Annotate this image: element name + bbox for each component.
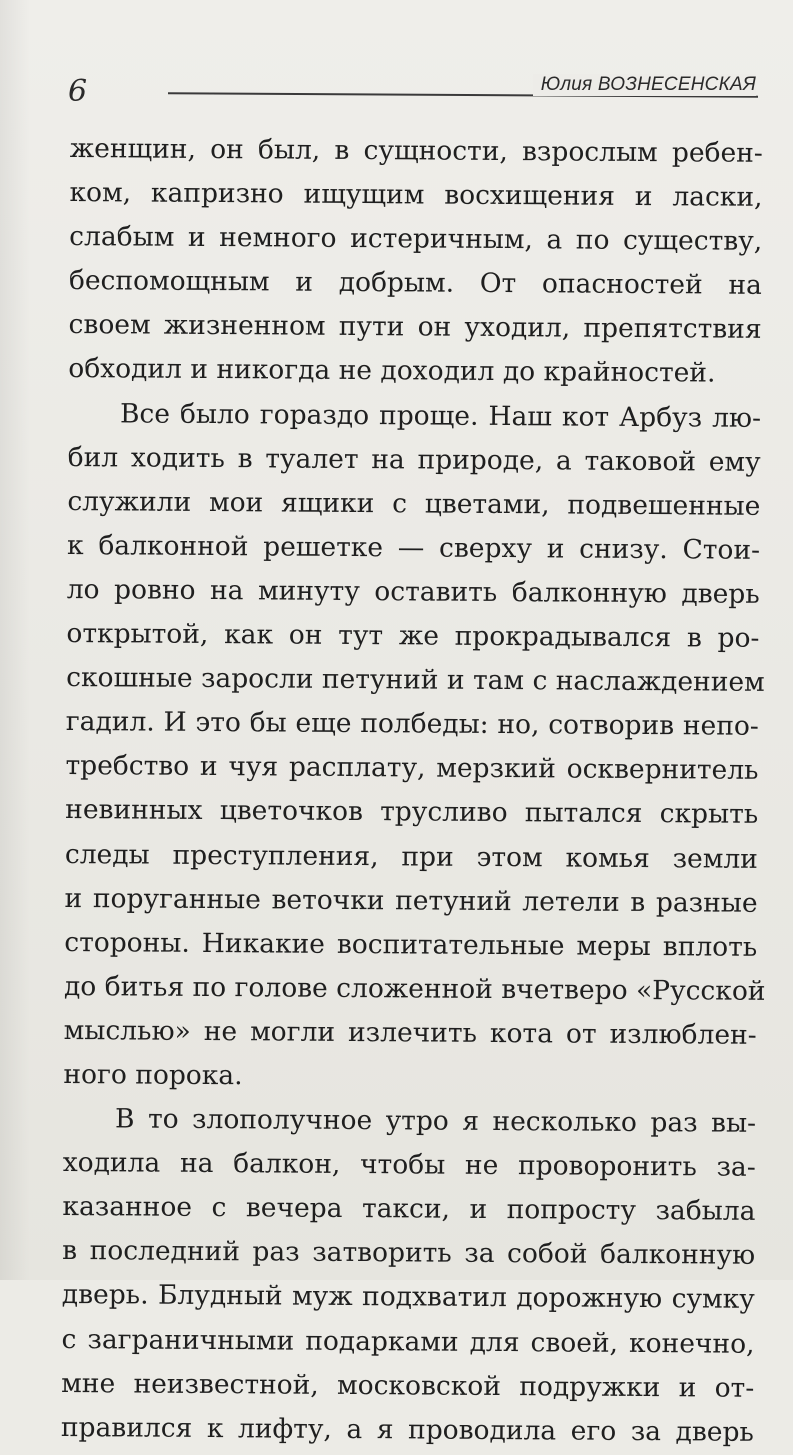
text-line: ходила на балкон, чтобы не проворонить за-	[62, 1147, 756, 1183]
text-line: в последний раз затворить за собой балконную	[62, 1235, 756, 1272]
text-line: служили мои ящики с цветами, подвешенные	[67, 485, 761, 522]
text-line: Все было гораздо проще. Наш кот Арбуз лю-	[119, 397, 762, 434]
page-header	[68, 66, 758, 116]
text-line: стороны. Никакие воспитательные меры вплоть	[64, 926, 758, 963]
running-head-author: Юлия ВОЗНЕСЕНСКАЯ	[533, 74, 756, 96]
text-line: ком, капризно ищущим восхищения и ласки,	[69, 177, 763, 213]
text-line: открытой, как он тут же прокрадывался в ро-	[66, 618, 760, 654]
text-line: требство и чуя расплату, мерзкий осквернитель	[65, 750, 759, 787]
text-line: гадил. И это бы еще полбеды: но, сотворив непо-	[65, 706, 759, 743]
text-line: и поруганные веточки петуний летели в разные	[64, 882, 758, 919]
text-line: правился к лифту, а я проводила его за дверь	[60, 1411, 755, 1448]
text-line: к балконной решетке — сверху и снизу. Стои-	[66, 529, 761, 566]
text-line: невинных цветочков трусливо пытался скрыть	[65, 794, 759, 831]
text-line: скошные заросли петуний и там с наслаждением	[66, 662, 765, 698]
text-line: ло ровно на минуту оставить балконную дверь	[66, 573, 760, 610]
text-line: своем жизненном пути он уходил, препятствия	[68, 309, 762, 346]
text-line: беспомощным и добрым. От опасностей на	[68, 265, 763, 302]
text-line: мне неизвестной, московской подружки и от-	[61, 1367, 755, 1404]
text-line: мыслью» не могли излечить кота от излюблен-	[63, 1014, 757, 1051]
page-gutter-shadow	[0, 0, 30, 1280]
page-number: 6	[68, 74, 88, 109]
body-text	[60, 127, 766, 1455]
text-line: до битья по голове сложенной вчетверо «Русской	[63, 970, 766, 1007]
text-line: дверь. Блудный муж подхватил дорожную сумку	[61, 1279, 755, 1316]
text-line: обходил и никогда не доходил до крайностей.	[68, 353, 716, 389]
text-line: казанное с вечера такси, и попросту забыла	[62, 1191, 756, 1228]
text-line: с заграничными подарками для своей, конечно,	[61, 1323, 755, 1360]
text-line: бил ходить в туалет на природе, а таковой ему	[67, 441, 761, 478]
text-line: следы преступления, при этом комья земли	[64, 838, 759, 875]
text-line: женщин, он был, в сущности, взрослым ребен-	[69, 132, 763, 169]
text-line: В то злополучное утро я несколько раз вы-	[114, 1103, 757, 1139]
text-line: слабым и немного истеричным, а по существу,	[69, 221, 763, 258]
text-line: ного порока.	[63, 1058, 243, 1092]
